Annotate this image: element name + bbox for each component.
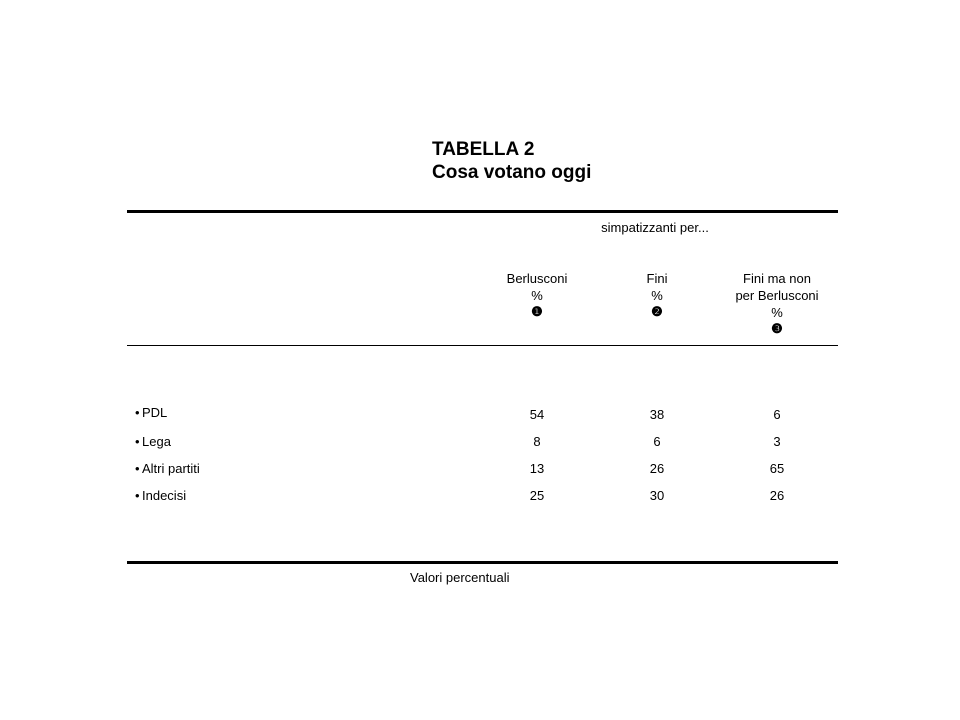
row-label: [135, 404, 167, 421]
row-label: [135, 460, 200, 477]
footnote: Valori percentuali: [410, 570, 510, 585]
row-label-text: PDL: [142, 405, 168, 420]
table-cell: 26: [649, 461, 665, 476]
bullet-icon: •: [135, 488, 140, 503]
row-label-text: Lega: [142, 434, 171, 449]
bullet-icon: •: [135, 434, 140, 449]
table-cell: 6: [773, 407, 781, 422]
row-label: [135, 433, 171, 450]
row-label-text: Altri partiti: [142, 461, 200, 476]
top-rule: [127, 210, 838, 213]
table-cell: 8: [533, 434, 541, 449]
column-header-line: %: [651, 288, 663, 303]
column-header-line: %: [771, 305, 783, 320]
table-cell: 26: [769, 488, 785, 503]
bullet-icon: •: [135, 405, 140, 420]
table-title: TABELLA 2: [432, 139, 535, 160]
group-header: simpatizzanti per...: [601, 220, 709, 235]
table-cell: 13: [529, 461, 545, 476]
row-label-text: Indecisi: [142, 488, 187, 503]
column-header-line: Fini ma non: [743, 271, 811, 286]
table-cell: 6: [653, 434, 661, 449]
row-label: [135, 487, 186, 504]
table-cell: 25: [529, 488, 545, 503]
column-header-line: per Berlusconi: [735, 288, 819, 303]
column-header-fini-non-berlusconi: [735, 270, 818, 337]
table-cell: 30: [649, 488, 665, 503]
column-header-line: Fini: [646, 271, 668, 286]
table-cell: 65: [769, 461, 785, 476]
table-cell: 38: [649, 407, 665, 422]
table-cell: 54: [529, 407, 545, 422]
column-marker: ❸: [771, 321, 783, 336]
column-header-berlusconi: [507, 270, 568, 320]
column-header-line: Berlusconi: [506, 271, 568, 286]
header-rule: [127, 345, 838, 346]
bullet-icon: •: [135, 461, 140, 476]
column-header-fini: [647, 270, 668, 320]
bottom-rule: [127, 561, 838, 564]
column-marker: ❶: [531, 304, 543, 319]
table-subtitle: Cosa votano oggi: [432, 162, 592, 183]
column-header-line: %: [531, 288, 543, 303]
table-cell: 3: [773, 434, 781, 449]
column-marker: ❷: [651, 304, 663, 319]
